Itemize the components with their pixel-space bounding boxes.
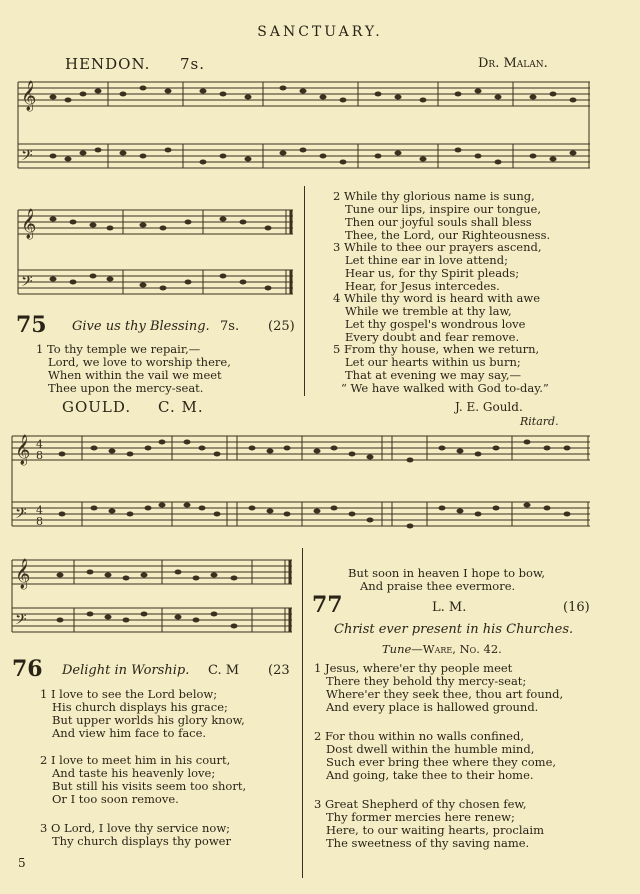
svg-text:𝄢: 𝄢 <box>21 273 33 294</box>
verse-line: 3 O Lord, I love thy service now; <box>40 821 231 835</box>
verse-line: Then our joyful souls shall bless <box>345 215 532 229</box>
verse-line: 3 While to thee our prayers ascend, <box>333 240 542 254</box>
stanza-76-2 <box>40 754 246 806</box>
tune-label: Tune <box>382 642 412 656</box>
verse-line: Where'er they seek thee, thou art found, <box>326 687 564 701</box>
hymn-number-75: 75 <box>16 312 47 338</box>
tune-name-hendon: HENDON. <box>65 55 151 73</box>
hymn-meter-77: L. M. <box>432 600 467 615</box>
stanza-75-2 <box>333 190 550 242</box>
verse-line: While we tremble at thy law, <box>345 304 512 318</box>
verse-line: Thee upon the mercy-seat. <box>48 381 204 395</box>
verse-line: 1 To thy temple we repair,— <box>36 342 201 356</box>
verse-line: 4 While thy word is heard with awe <box>333 291 541 305</box>
verse-line: Every doubt and fear remove. <box>345 330 520 344</box>
svg-text:8: 8 <box>36 449 43 462</box>
verse-line: But soon in heaven I hope to bow, <box>348 566 546 580</box>
tune-name-gould: GOULD. <box>62 398 132 416</box>
music-staff-gould-2 <box>12 556 292 640</box>
svg-text:𝄢: 𝄢 <box>15 611 27 632</box>
verse-line: Such ever bring thee where they come, <box>326 755 557 769</box>
svg-text:4: 4 <box>36 438 43 451</box>
verse-line: Here, to our waiting hearts, proclaim <box>326 823 544 837</box>
verse-line: Let thine ear in love attend; <box>345 253 508 267</box>
stanza-75-5 <box>333 343 549 395</box>
verse-line: Hear us, for thy Spirit pleads; <box>345 266 520 280</box>
stanza-76-3 <box>40 822 231 848</box>
column-divider-lower <box>302 548 303 878</box>
hymn-ref-77: (16) <box>563 600 590 615</box>
music-staff-hendon-2 <box>18 206 293 302</box>
verse-line: Or I too soon remove. <box>52 792 179 806</box>
page-header: SANCTUARY. <box>257 24 383 40</box>
verse-line: Hear, for Jesus intercedes. <box>345 279 500 293</box>
stanza-75-4 <box>333 292 540 344</box>
hymn-meter-75: 7s. <box>220 319 240 334</box>
svg-text:𝄢: 𝄢 <box>15 505 27 526</box>
tune-reference-77 <box>382 642 502 656</box>
hymn-title-76: Delight in Worship. <box>62 663 190 678</box>
verse-line: “ We have walked with God to-day.” <box>341 381 549 395</box>
svg-text:𝄞: 𝄞 <box>15 559 31 589</box>
music-staff-hendon-1 <box>18 78 590 178</box>
tune-meter-hendon: 7s. <box>180 55 206 73</box>
tune-ref: —Ware, No. 42. <box>411 642 502 656</box>
verse-line: 5 From thy house, when we return, <box>333 342 540 356</box>
verse-line: Thy church displays thy power <box>52 834 231 848</box>
verse-line: His church displays his grace; <box>52 700 228 714</box>
svg-text:𝄞: 𝄞 <box>21 81 37 111</box>
stanza-75-1 <box>36 343 231 395</box>
svg-text:𝄞: 𝄞 <box>21 209 37 239</box>
hymn-title-75: Give us thy Blessing. <box>72 319 210 334</box>
stanza-76-3-continued <box>348 567 545 593</box>
verse-line: Let our hearts within us burn; <box>345 355 521 369</box>
hymn-number-77: 77 <box>312 592 343 618</box>
verse-line: 1 Jesus, where'er thy people meet <box>314 661 513 675</box>
column-divider-upper <box>304 186 305 396</box>
verse-line: And taste his heavenly love; <box>52 766 216 780</box>
verse-line: 2 While thy glorious name is sung, <box>333 189 535 203</box>
hymn-number-76: 76 <box>12 656 43 682</box>
composer-hendon: Dr. Malan. <box>478 56 548 71</box>
verse-line: That at evening we may say,— <box>345 368 522 382</box>
tune-meter-gould: C. M. <box>158 398 204 416</box>
verse-line: Tune our lips, inspire our tongue, <box>345 202 542 216</box>
hymn-ref-75: (25) <box>268 319 295 334</box>
hymn-title-77: Christ ever present in his Churches. <box>334 622 574 637</box>
svg-text:4: 4 <box>36 504 43 517</box>
verse-line: 2 I love to meet him in his court, <box>40 753 231 767</box>
verse-line: The sweetness of thy saving name. <box>326 836 530 850</box>
verse-line: Let thy gospel's wondrous love <box>345 317 526 331</box>
stanza-77-1 <box>314 662 563 714</box>
verse-line: And going, take thee to their home. <box>326 768 534 782</box>
verse-line: When within the vail we meet <box>48 368 222 382</box>
verse-line: But upper worlds his glory know, <box>52 713 245 727</box>
hymn-ref-76: (23 <box>268 663 290 678</box>
ritard-marking: Ritard. <box>520 415 559 428</box>
verse-line: Thee, the Lord, our Righteousness. <box>345 228 551 242</box>
stanza-77-2 <box>314 730 556 782</box>
stanza-77-3 <box>314 798 544 850</box>
verse-line: Lord, we love to worship there, <box>48 355 231 369</box>
verse-line: 1 I love to see the Lord below; <box>40 687 218 701</box>
page-number: 5 <box>18 856 26 870</box>
verse-line: 2 For thou within no walls confined, <box>314 729 524 743</box>
stanza-75-3 <box>333 241 542 293</box>
verse-line: There they behold thy mercy-seat; <box>326 674 527 688</box>
music-staff-gould-1 <box>12 428 590 538</box>
verse-line: Thy former mercies here renew; <box>326 810 515 824</box>
verse-line: And praise thee evermore. <box>360 579 516 593</box>
verse-line: And every place is hallowed ground. <box>326 700 539 714</box>
hymn-meter-76: C. M <box>208 663 240 678</box>
stanza-76-1 <box>40 688 245 740</box>
verse-line: 3 Great Shepherd of thy chosen few, <box>314 797 527 811</box>
composer-gould: J. E. Gould. <box>455 400 523 414</box>
svg-text:8: 8 <box>36 515 43 528</box>
verse-line: Dost dwell within the humble mind, <box>326 742 535 756</box>
svg-text:𝄢: 𝄢 <box>21 147 33 168</box>
verse-line: But still his visits seem too short, <box>52 779 247 793</box>
verse-line: And view him face to face. <box>52 726 207 740</box>
svg-text:𝄞: 𝄞 <box>15 435 31 465</box>
